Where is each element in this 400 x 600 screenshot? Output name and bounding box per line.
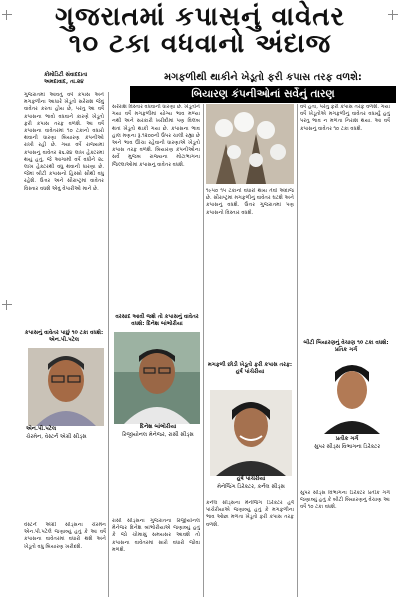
subheadline-banner: બિયારણ કંપનીઓનાં સર્વેનું તારણ	[130, 86, 396, 103]
cotton-plant-photo	[206, 104, 294, 184]
column-1-bottom-text: વેસ્ટર્ન એગ્રી સીડ્સના ચેરમેન એન.પી.પટેલે જણાવ્યું હતું કે આ વર્ષે કપાસના વાવેતરમાં વધારો થશે અને ખેડૂતો વધુ બિયારણ ખરીદશે.	[24, 522, 106, 550]
column-4-text: વર્ષે હતા, પરંતુ ફરી કપાસ તરફ વળશે. ગયા વર્ષે ખેડૂતોએ મગફળીનું વાવેતર વધાર્યું હતું પરંતુ ભાવ ન મળતા નિરાશ થયા. આ વર્ષે કપાસનું વાવેતર ૧૦ ટકા વધશે.	[300, 104, 390, 132]
byline-office: કોમોડિટી સંવાદદાતા	[44, 72, 88, 78]
quote-2-heading: વરસાદ આવી જશે તો કપાસનું વાવેતર વધશે: દિનેશ બાંભોરીયા	[115, 314, 199, 327]
quote-1-photo	[28, 348, 104, 426]
quote-1-title: ચેરમેન, વેસ્ટર્ન એગ્રી સીડ્સ	[26, 434, 87, 440]
column-1-text: ગુજરાતમાં આવતું વર્ષે કપાસ અને મગફળીના આધારે ખેડૂતો સરેરાશ જેવું વાવેતર કરતા હોય છે, પરંતુ આ વર્ષે કપાસના ભાવો વધવાને કારણે ખેડૂતો ફરી કપાસ તરફ વળશે. આ વર્ષે કપાસના વાવેતરમાં ૧૦ ટકાનો વધારો થવાની ધારણા બિયારણ કંપનીઓ રાખી રહી છે. ગયા વર્ષે રાજ્યમાં કપાસનું વાવેતર ૨૬.૨૪ લાખ હેક્ટરમાં થયું હતું, જે આગામી વર્ષે વધીને ૨૮ લાખ હેક્ટરથી વધુ થવાની ધારણા છે. જેમાં બીટી કપાસનો હિસ્સો સૌથી વધુ રહેશે. ઉત્તર અને સૌરાષ્ટ્રમાં વાવેતર વિસ્તાર વધશે એવું વેપારીઓ માને છે.	[24, 92, 104, 192]
quote-1-name: એન.પી.પટેલ	[26, 426, 57, 432]
subheadline: મગફળીથી થાકીને ખેડૂતો ફરી કપાસ તરફ વળશે:	[164, 72, 362, 83]
column-2-text: સરેરાશ વિસ્તાર વધવાની ધારણા છે. ખેડૂતોને ગયા વર્ષે મગફળીમાં યોગ્ય ભાવ મળ્યા નથી અને સરકારી ખરીદીમાં પણ વિલંબ થતાં ખેડૂતો થાકી ગયા છે. કપાસના ભાવ હાલ મણના રૂ.૧૨૦૦ની ઉપર ચાલી રહ્યા છે અને ભાવ ઊંચા રહેવાની ધારણાએ ખેડૂતો કપાસ તરફ વળશે. બિયારણ કંપનીઓના સર્વે મુજબ રાજ્યના મોટાભાગના જિલ્લાઓમાં કપાસનું વાવેતર વધશે.	[112, 104, 200, 168]
quote-2-title: રિજીયોનલ મેનેજર, રાસી સીડ્સ	[122, 432, 194, 438]
quote-2-photo	[114, 332, 200, 424]
quote-3-photo	[210, 390, 292, 476]
headline	[8, 4, 392, 59]
column-divider-3	[297, 104, 298, 597]
column-3-bottom-text: કર્નલ સીડ્સના મેનેજિંગ ડિરેક્ટર હર્ષ પાંચેરીયાએ જણાવ્યું હતું કે મગફળીના ભાવ ઓછા મળતા ખેડૂતો ફરી કપાસ તરફ વળશે.	[206, 500, 294, 528]
byline-place: અમદાવાદ, તા.૨૪	[44, 79, 84, 85]
quote-4-heading: બીટી બિયારણનું વેચાણ ૧૦ ટકા વધશે: પ્રતિક ગર્ગ	[303, 340, 389, 353]
quote-3-heading: મગફળી છોડી ખેડૂતો ફરી કપાસ તરફ: હર્ષ પાંચેરીયા	[207, 362, 293, 375]
quote-3-title: મેનેજિંગ ડિરેક્ટર, કર્નલ સીડ્સ	[217, 484, 285, 490]
column-3-text: ૧૯૫૦ ૧૫ ટકાનો વધારો થાય તેવો અંદાજ છે. સૌરાષ્ટ્રમાં મગફળીનું વાવેતર ઘટશે અને કપાસનું વધશે. ઉત્તર ગુજરાતમાં પણ કપાસનો વિસ્તાર વધશે.	[206, 188, 294, 216]
column-4-bottom-text: સુપર સીડ્સ વિભાગના ડિરેક્ટર પ્રતીક ગર્ગે જણાવ્યું હતું કે બીટી બિયારણનું વેચાણ આ વર્ષે ૧૦ ટકા વધશે.	[300, 490, 390, 511]
byline	[44, 72, 114, 86]
registration-mark-mid	[2, 300, 12, 310]
quote-4-name: પ્રતીક ગર્ગ	[335, 436, 359, 442]
quote-4-photo	[320, 356, 384, 434]
quote-1-heading: કપાસનું વાવેતર પાછું ૧૦ ટકા વધશે: એન.પી.પટેલ	[24, 330, 104, 343]
quote-4-title: સુપર સીડ્સ વિભાગના ડિરેક્ટર	[313, 444, 381, 450]
column-2-bottom-text: રાસી સીડ્સના ગુજરાતના રિજીયોનલ મેનેજર દિનેશ બાંભોરીયાએ જણાવ્યું હતું કે જો ચોમાસું સમયસર આવશે તો કપાસના વાવેતરમાં સારો વધારો જોવા મળશે.	[112, 518, 200, 553]
headline-line-1: ગુજરાતમાં કપાસનું વાવેતર	[55, 2, 345, 32]
quote-3-name: હર્ષ પાંચેરીયા	[236, 476, 266, 482]
column-divider-1	[108, 92, 109, 597]
column-divider-2	[203, 104, 204, 597]
quote-2-name: દિનેશ બાંભોરીયા	[139, 424, 177, 430]
headline-line-2: ૧૦ ટકા વધવાનો અંદાજ	[68, 29, 332, 60]
